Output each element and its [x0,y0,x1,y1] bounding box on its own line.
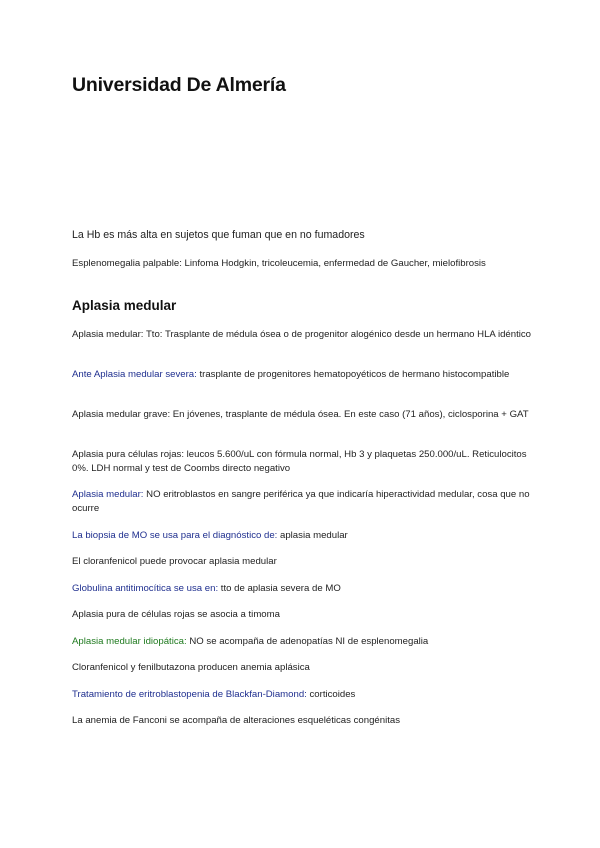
item-lead: Tratamiento de eritroblastopenia de Blackfan-Diamond: [72,689,307,700]
item-text: corticoides [306,689,356,700]
item-lead: La biopsia de MO se usa para el diagnóstico de: [72,530,278,541]
item-text: tto de aplasia severa de MO [218,583,341,594]
item-text: Aplasia pura células rojas: leucos 5.600/uL con fórmula normal, Hb 3 y plaquetas 250.000/uL. Reticulocitos 0%. LDH normal y test de Coombs directo negativo [72,449,527,474]
item-text: Aplasia medular: Tto: Trasplante de médula ósea o de progenitor alogénico desde un hermano HLA idéntico [72,329,532,340]
item-paragraph [72,635,532,649]
item-text: trasplante de progenitores hematopoyéticos de hermano histocompatible [196,369,510,380]
item-text: Aplasia medular grave: En jóvenes, trasplante de médula ósea. En este caso (71 años), ciclosporina + GAT [72,409,529,420]
item-paragraph [72,529,532,543]
item-text: NO eritroblastos en sangre periférica ya que indicaría hiperactividad medular, cosa que no ocurre [72,489,530,514]
item-text: NO se acompaña de adenopatías NI de esplenomegalia [186,636,429,647]
item-paragraph [72,488,532,516]
item-text: El cloranfenicol puede provocar aplasia medular [72,556,277,567]
item-paragraph [72,714,532,728]
item-text: La anemia de Fanconi se acompaña de alteraciones esqueléticas congénitas [72,715,401,726]
item-paragraph [72,448,532,476]
item-paragraph [72,555,532,569]
item-paragraph [72,688,532,702]
item-paragraph [72,582,532,596]
document-title: Universidad De Almería [72,74,286,96]
intro-paragraph-2: Esplenomegalia palpable: Linfoma Hodgkin, tricoleucemia, enfermedad de Gaucher, mielofibrosis [72,258,486,269]
intro-paragraph-1: La Hb es más alta en sujetos que fuman que en no fumadores [72,229,365,241]
item-paragraph [72,608,532,622]
item-paragraph [72,408,532,422]
item-text: Cloranfenicol y fenilbutazona producen anemia aplásica [72,662,310,673]
item-text: Aplasia pura de células rojas se asocia a timoma [72,609,280,620]
section-heading: Aplasia medular [72,298,177,313]
item-paragraph [72,661,532,675]
item-lead: Aplasia medular idiopática: [72,636,187,647]
item-text: aplasia medular [277,530,348,541]
item-lead: Globulina antitimocítica se usa en: [72,583,219,594]
item-lead: Ante Aplasia medular severa: [72,369,197,380]
item-paragraph [72,328,532,342]
item-lead: Aplasia medular: [72,489,144,500]
item-paragraph [72,368,532,382]
